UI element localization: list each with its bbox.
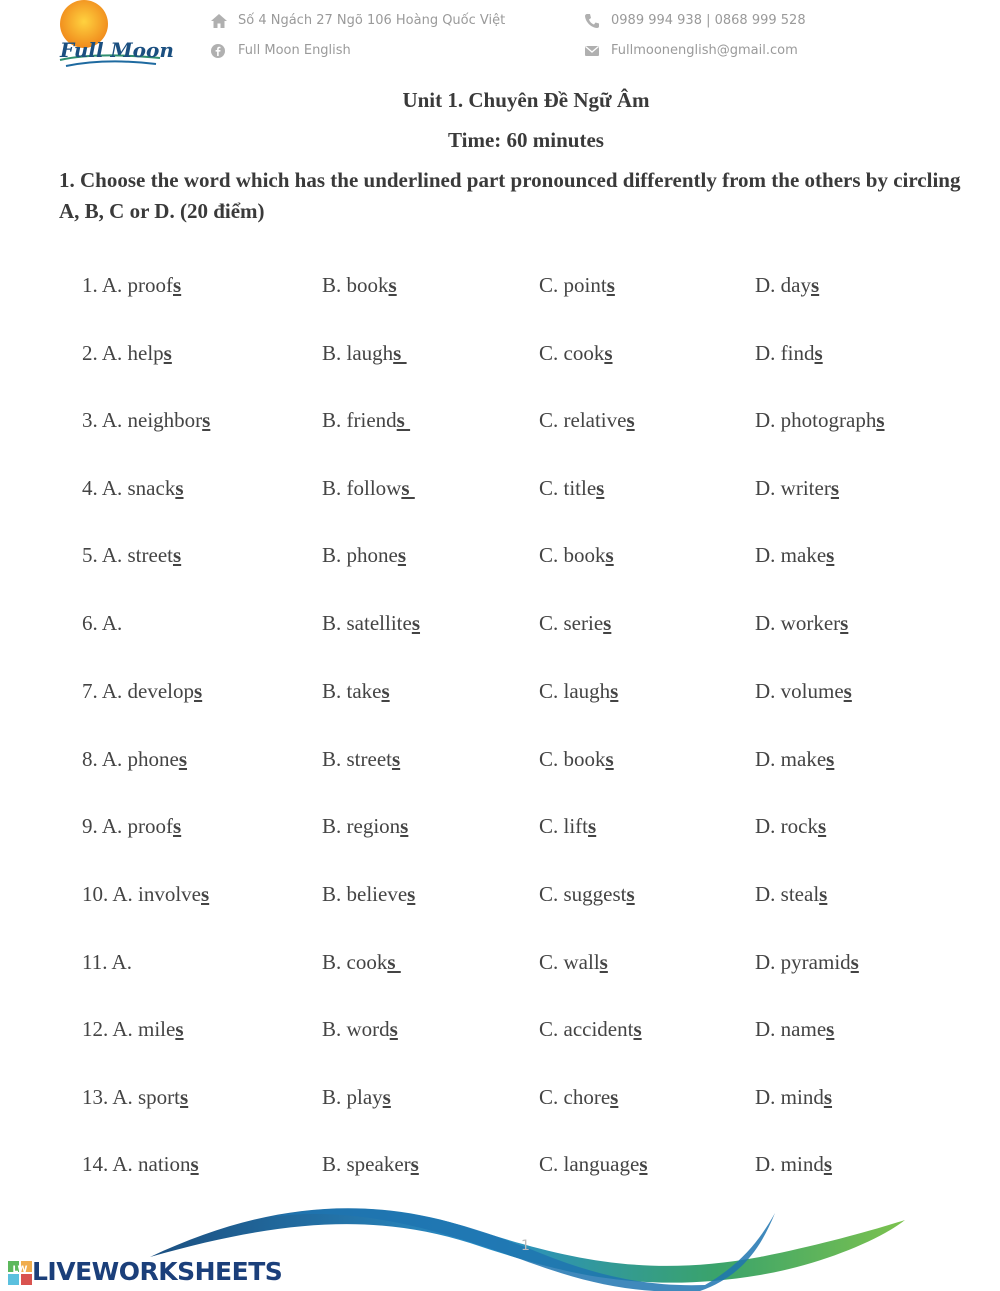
question-row [0,882,1000,912]
option-c-underlined-part: s [588,814,597,838]
option-b[interactable] [322,814,408,839]
option-c-underlined-part: s [633,1017,642,1041]
option-a-underlined-part: s [173,273,182,297]
option-b-word: B. cook [322,950,388,974]
option-b-word: B. take [322,679,382,703]
option-c-word: C. lift [539,814,589,838]
instruction: 1. Choose the word which has the underlined part pronounced differently from the others by circling A, B, C or D. (20 điểm) [59,168,961,223]
option-a-underlined-part: s [190,1152,199,1176]
option-b-underlined-part: s [396,408,411,432]
option-c-word: C. point [539,273,607,297]
option-a-word: 13. A. sport [82,1085,181,1109]
option-a-underlined-part: s [202,408,211,432]
option-c[interactable] [539,611,611,636]
option-a-word: 7. A. develop [82,679,194,703]
option-a-word: 6. A. [82,611,123,635]
option-d-word: D. mind [755,1085,824,1109]
option-c[interactable] [539,950,608,975]
option-d-word: D. writer [755,476,831,500]
option-b[interactable] [322,543,406,568]
option-c-word: C. language [539,1152,640,1176]
option-b-word: B. street [322,747,392,771]
logo-text: Full Moon [60,38,174,62]
option-b-word: B. play [322,1085,383,1109]
option-b-underlined-part: s [401,476,415,500]
option-c-word: C. title [539,476,597,500]
option-c[interactable] [539,1017,642,1042]
option-b-word: B. believe [322,882,408,906]
question-row [0,273,1000,303]
option-d-word: D. name [755,1017,827,1041]
phone-icon [583,12,601,30]
option-b-underlined-part: s [407,882,416,906]
option-a[interactable] [82,747,187,772]
option-a[interactable] [82,408,210,433]
option-c[interactable] [539,408,635,433]
option-a-word: 11. A. [82,950,132,974]
option-c-underlined-part: s [603,611,612,635]
address-text: Số 4 Ngách 27 Ngõ 106 Hoàng Quốc Việt [238,13,506,28]
option-a-word: 2. A. help [82,341,164,365]
option-d-underlined-part: s [826,1017,835,1041]
option-b-underlined-part: s [388,273,397,297]
option-d[interactable] [755,273,819,298]
option-d[interactable] [755,814,826,839]
option-b-word: B. follow [322,476,402,500]
question-row [0,476,1000,506]
option-a-underlined-part: s [180,1085,189,1109]
page-number: 1 [521,1238,530,1254]
option-c-word: C. relative [539,408,627,432]
question-row [0,814,1000,844]
option-d-underlined-part: s [826,543,835,567]
option-d-underlined-part: s [819,882,828,906]
option-a[interactable] [82,543,181,568]
option-d-underlined-part: s [876,408,885,432]
option-a-word: 5. A. street [82,543,173,567]
option-b-underlined-part: s [410,1152,419,1176]
option-c[interactable] [539,747,614,772]
option-a-underlined-part: s [173,814,182,838]
option-d[interactable] [755,747,834,772]
option-a[interactable] [82,611,122,636]
option-c-underlined-part: s [605,543,614,567]
facebook-icon [210,42,228,60]
option-c-underlined-part: s [605,747,614,771]
option-c[interactable] [539,882,635,907]
option-b-word: B. friend [322,408,397,432]
option-c-underlined-part: s [599,950,608,974]
option-b-underlined-part: s [400,814,409,838]
email-text: Fullmoonenglish@gmail.com [611,43,798,58]
option-c-word: C. book [539,747,606,771]
option-b[interactable] [322,408,410,433]
option-b[interactable] [322,273,397,298]
option-a[interactable] [82,814,181,839]
option-d-word: D. volume [755,679,844,703]
question-row [0,408,1000,438]
option-d-underlined-part: s [850,950,859,974]
option-b-word: B. book [322,273,389,297]
option-b[interactable] [322,341,407,366]
option-a-word: 4. A. snack [82,476,176,500]
option-d-word: D. worker [755,611,841,635]
logo [56,0,174,72]
option-c[interactable] [539,543,614,568]
option-c-word: C. serie [539,611,604,635]
option-a[interactable] [82,1152,199,1177]
option-a[interactable] [82,476,184,501]
option-d-underlined-part: s [823,1085,833,1109]
option-d-underlined-part: s [840,611,849,635]
option-d[interactable] [755,543,834,568]
option-b-underlined-part: s [389,1017,398,1041]
option-d-word: D. rock [755,814,818,838]
option-d-underlined-part: s [826,747,835,771]
option-c-word: C. laugh [539,679,611,703]
question-row [0,611,1000,641]
option-d[interactable] [755,1152,832,1177]
option-d-underlined-part: s [823,1152,833,1176]
option-d-underlined-part: s [811,273,820,297]
option-c-underlined-part: s [606,273,615,297]
question-row [0,679,1000,709]
option-a-word: 3. A. neighbor [82,408,203,432]
option-c-underlined-part: s [639,1152,648,1176]
question-row [0,1152,1000,1182]
option-b-underlined-part: s [411,611,421,635]
option-a[interactable] [82,882,209,907]
option-a-word: 1. A. proof [82,273,173,297]
option-c[interactable] [539,679,618,704]
option-b-word: B. phone [322,543,398,567]
question-row [0,543,1000,573]
option-d-word: D. make [755,543,827,567]
option-a-underlined-part: s [201,882,210,906]
option-a[interactable] [82,1085,188,1110]
option-b[interactable] [322,679,390,704]
option-b[interactable] [322,1017,398,1042]
option-a[interactable] [82,679,202,704]
option-a-underlined-part: s [175,1017,184,1041]
option-d-word: D. make [755,747,827,771]
option-d[interactable] [755,611,848,636]
option-a-underlined-part: s [175,476,184,500]
option-d[interactable] [755,476,839,501]
phone-text: 0989 994 938 | 0868 999 528 [611,13,806,28]
option-a[interactable] [82,273,181,298]
option-b-underlined-part: s [393,341,407,365]
option-d-underlined-part: s [830,476,839,500]
option-a-word: 8. A. phone [82,747,179,771]
time-limit: Time: 60 minutes [448,128,604,152]
option-c[interactable] [539,1152,648,1177]
option-b[interactable] [322,1085,391,1110]
option-b-word: B. laugh [322,341,394,365]
option-c[interactable] [539,476,604,501]
option-d-word: D. day [755,273,811,297]
option-d-word: D. pyramid [755,950,851,974]
option-c-word: C. cook [539,341,605,365]
option-c-underlined-part: s [610,679,619,703]
option-a-word: 10. A. involve [82,882,201,906]
option-b-underlined-part: s [381,679,390,703]
option-c-underlined-part: s [626,882,635,906]
option-a-underlined-part: s [193,679,203,703]
option-c-underlined-part: s [610,1085,619,1109]
option-c-underlined-part: s [596,476,605,500]
option-d[interactable] [755,341,823,366]
option-b[interactable] [322,1152,419,1177]
option-d-word: D. find [755,341,815,365]
option-b-word: B. satellite [322,611,412,635]
option-d-underlined-part: s [814,341,823,365]
option-c-word: C. accident [539,1017,634,1041]
option-b-word: B. region [322,814,401,838]
option-d-underlined-part: s [817,814,827,838]
option-c[interactable] [539,273,615,298]
mail-icon [583,42,601,60]
page-title: Unit 1. Chuyên Đề Ngữ Âm [402,88,650,112]
question-row [0,747,1000,777]
question-row [0,950,1000,980]
option-c-word: C. wall [539,950,600,974]
option-c[interactable] [539,814,596,839]
question-row [0,1085,1000,1115]
liveworksheets-text: LIVEWORKSHEETS [32,1257,283,1286]
option-a[interactable] [82,950,132,975]
question-row [0,1017,1000,1047]
option-b[interactable] [322,882,415,907]
option-d-word: D. mind [755,1152,824,1176]
option-d[interactable] [755,1085,832,1110]
option-d[interactable] [755,408,885,433]
option-b-word: B. speaker [322,1152,411,1176]
question-row [0,341,1000,371]
option-c[interactable] [539,1085,618,1110]
option-c-word: C. chore [539,1085,611,1109]
option-a-word: 12. A. mile [82,1017,176,1041]
option-b[interactable] [322,747,400,772]
option-d[interactable] [755,950,859,975]
option-b[interactable] [322,476,415,501]
option-c-word: C. suggest [539,882,627,906]
option-a-underlined-part: s [178,747,188,771]
option-b-underlined-part: s [397,543,407,567]
facebook-text: Full Moon English [238,43,351,58]
option-d[interactable] [755,1017,834,1042]
option-c[interactable] [539,341,613,366]
option-d-word: D. steal [755,882,820,906]
option-d[interactable] [755,882,827,907]
option-c-word: C. book [539,543,606,567]
option-c-underlined-part: s [604,341,613,365]
option-a-underlined-part: s [163,341,172,365]
liveworksheets-badge: LW [12,1265,28,1275]
option-d-word: D. photograph [755,408,877,432]
home-icon [210,12,228,30]
option-b-underlined-part: s [387,950,401,974]
option-a-underlined-part: s [172,543,182,567]
option-d[interactable] [755,679,852,704]
option-a-word: 14. A. nation [82,1152,191,1176]
option-d-underlined-part: s [843,679,852,703]
option-b-underlined-part: s [391,747,401,771]
option-b[interactable] [322,950,401,975]
option-b-word: B. word [322,1017,390,1041]
option-b[interactable] [322,611,420,636]
option-c-underlined-part: s [626,408,635,432]
option-a-word: 9. A. proof [82,814,173,838]
option-a[interactable] [82,1017,184,1042]
option-b-underlined-part: s [382,1085,391,1109]
option-a[interactable] [82,341,172,366]
